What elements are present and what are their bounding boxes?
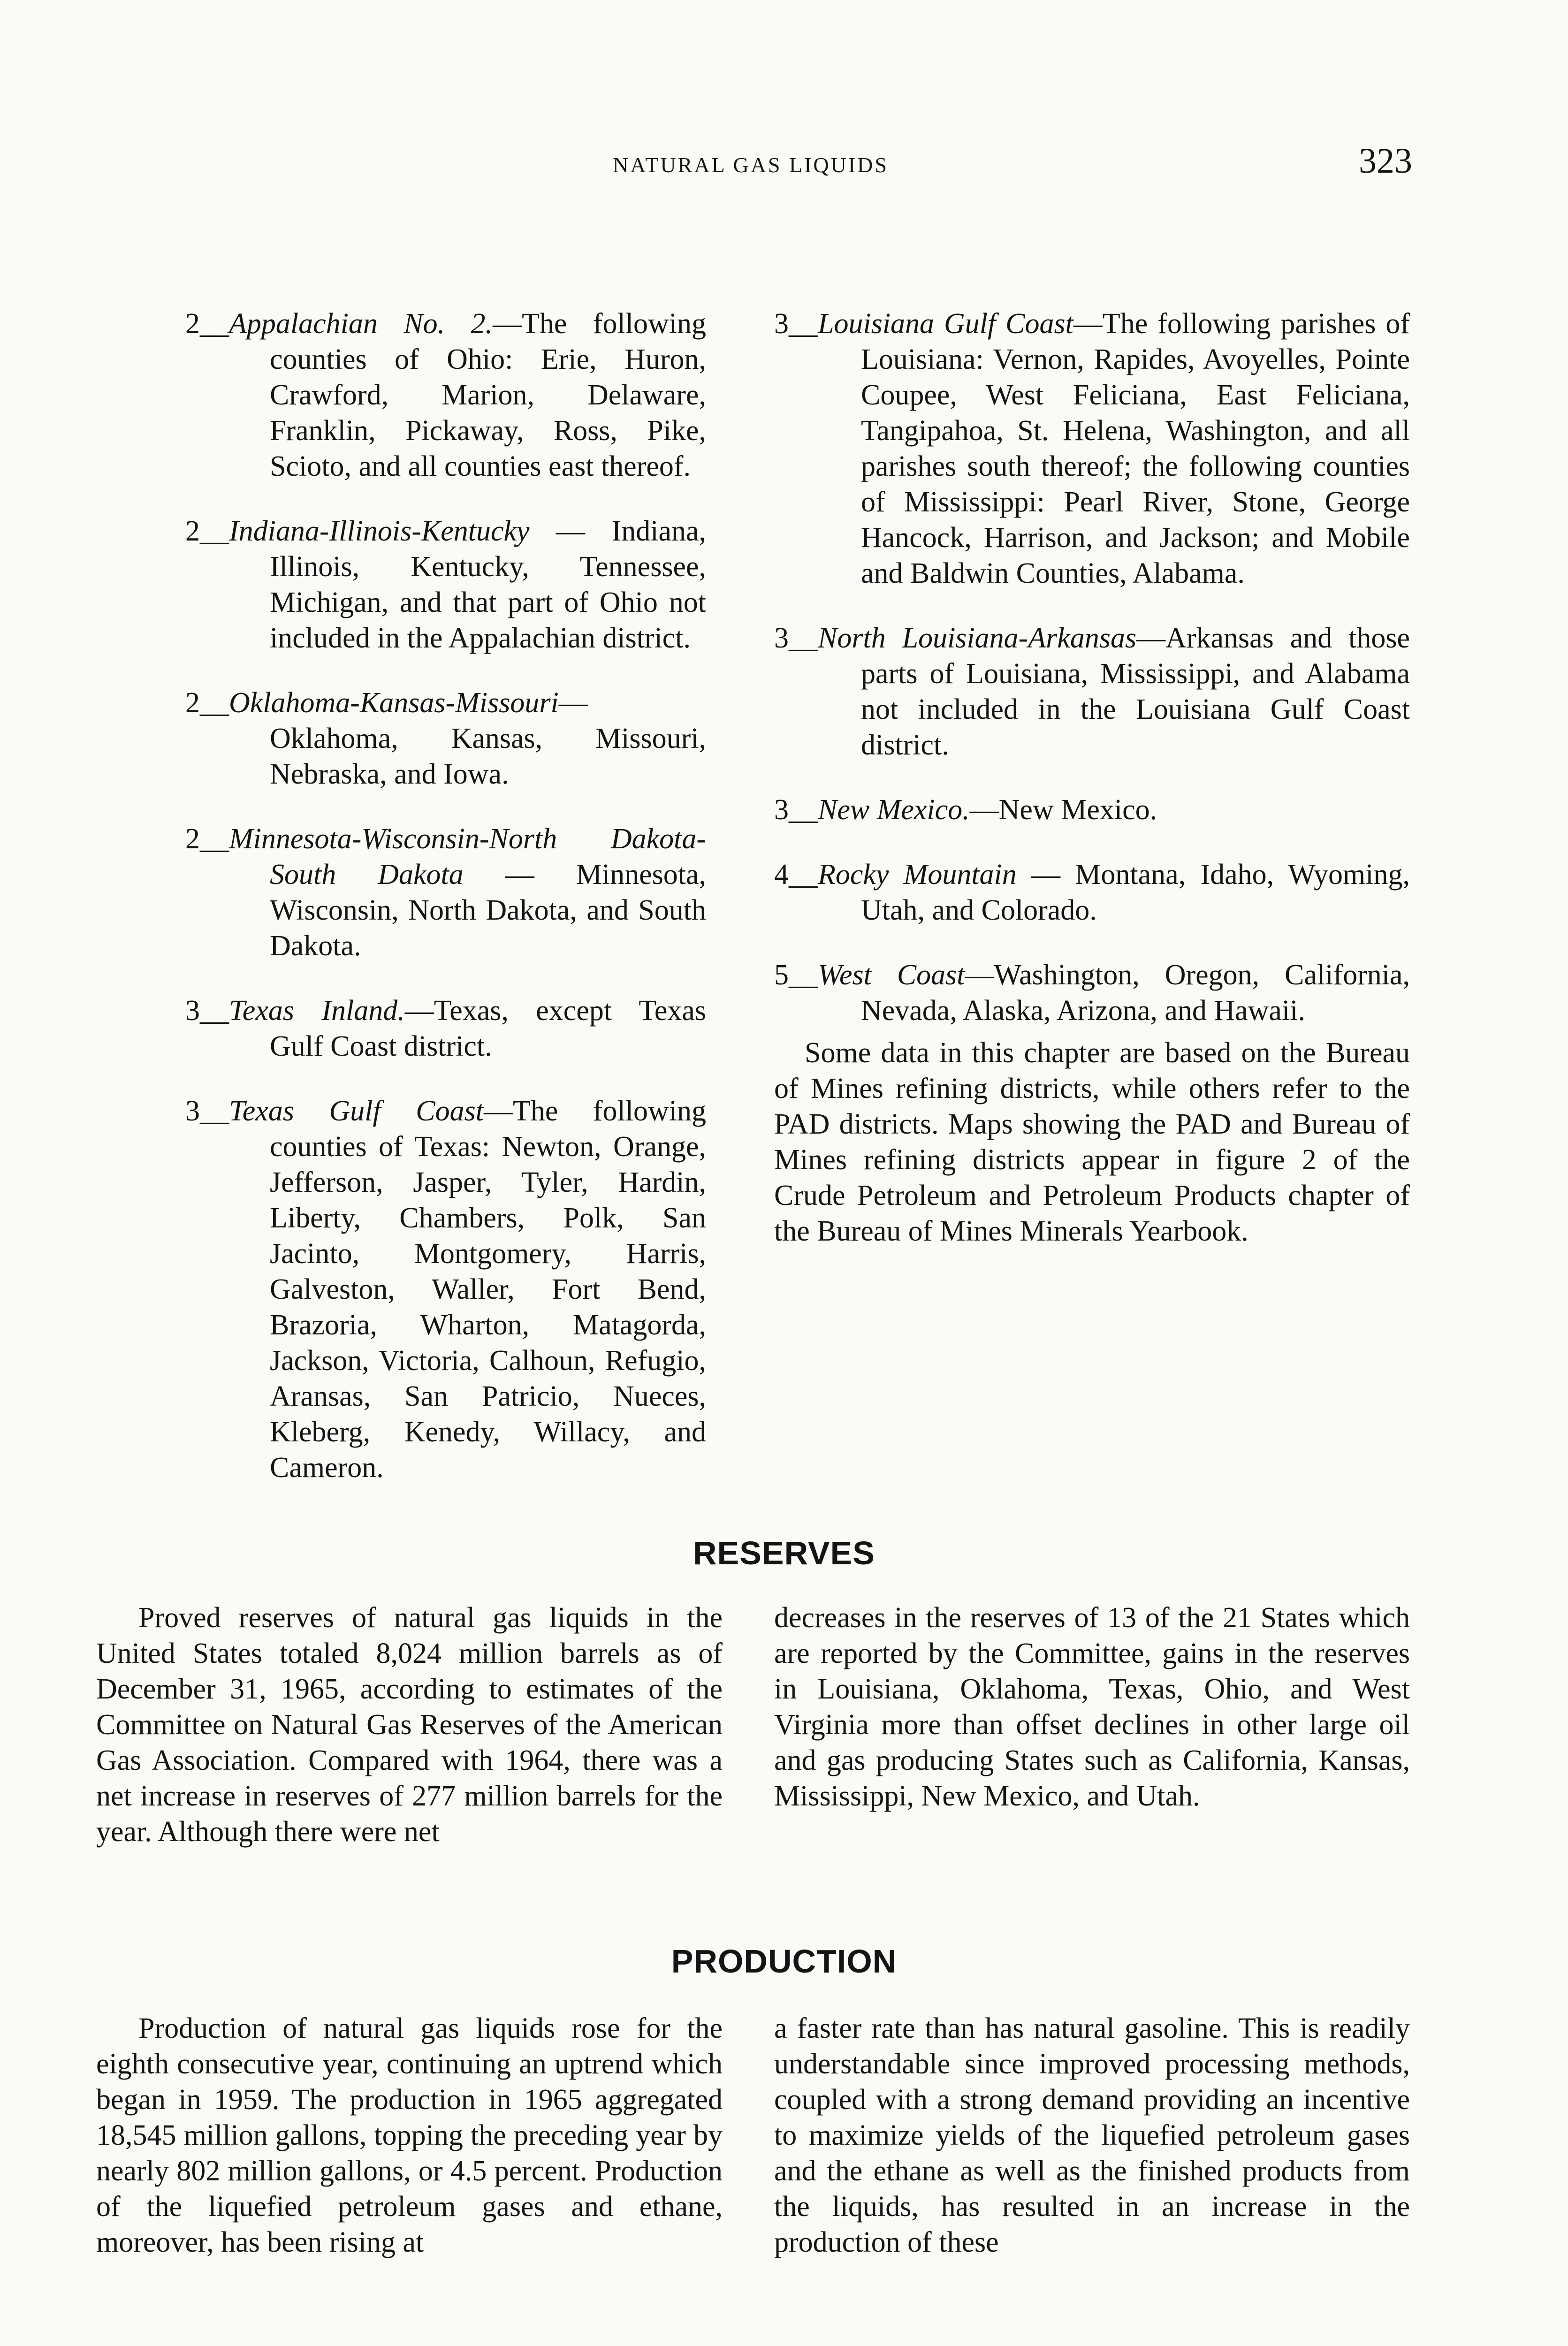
district-name: Texas Gulf Coast (229, 1095, 484, 1127)
district-description: —The following counties of Texas: Newton, Orange, Jefferson, Jasper, Tyler, Hardin, Liberty, Chambers, Polk, San Jacinto, Montgomery, Harris, Galveston, Waller, Fort Bend, Brazoria, Wharton, Matagorda, Jackson, Victoria, Calhoun, Refugio, Aransas, San Patricio, Nueces, Kleberg, Kenedy, Willacy, and Cameron. (270, 1095, 706, 1484)
district-number: 3__ (774, 308, 818, 340)
district-name: New Mexico. (818, 794, 970, 826)
district-number: 2__ (185, 308, 229, 340)
district-number: 4__ (774, 859, 818, 891)
district-description: — Indiana, Illinois, Kentucky, Tennessee, Michigan, and that part of Ohio not included in the Appalachian district. (270, 515, 706, 654)
district-description: — Minnesota, Wisconsin, North Dakota, and South Dakota. (270, 859, 706, 962)
district-description: —Texas, except Texas Gulf Coast district. (270, 995, 707, 1062)
district-entry (774, 306, 1410, 591)
district-description: —New Mexico. (969, 794, 1157, 826)
district-entry (774, 957, 1410, 1028)
production-heading: PRODUCTION (671, 1943, 897, 1980)
district-number: 3__ (774, 794, 818, 826)
district-description: —Washington, Oregon, California, Nevada, Alaska, Arizona, and Hawaii. (861, 959, 1410, 1027)
district-number: 3__ (185, 1095, 229, 1127)
district-list-left (185, 277, 706, 1492)
district-number: 5__ (774, 959, 818, 991)
reserves-paragraph-right: decreases in the reserves of 13 of the 21 States which are reported by the Committee, gains in the reserves in Louisiana, Oklahoma, Texas, Ohio, and West Virginia more than offset declines in other large oil and gas producing States such as California, Kansas, Mississippi, New Mexico, and Utah. (774, 1602, 1410, 1812)
running-title: NATURAL GAS LIQUIDS (613, 153, 889, 177)
district-entry (774, 857, 1410, 928)
district-entry (185, 306, 706, 484)
district-number: 3__ (185, 995, 229, 1027)
district-name: Appalachian No. 2. (229, 308, 493, 340)
district-entry (185, 513, 706, 656)
district-name: North Louisiana-Arkansas (818, 622, 1137, 654)
reserves-heading: RESERVES (693, 1535, 875, 1571)
district-list-right (774, 277, 1410, 1278)
district-description: —Arkansas and those parts of Louisiana, Mississippi, and Alabama not included in the Louisiana Gulf Coast district. (861, 622, 1410, 761)
district-description: —The following parishes of Louisiana: Vernon, Rapides, Avoyelles, Pointe Coupee, West Feliciana, East Feliciana, Tangipahoa, St. Helena, Washington, and all parishes south thereof; the following counties of Mississippi: Pearl River, Stone, George Hancock, Harrison, and Jackson; and Mobile and Baldwin Counties, Alabama. (861, 308, 1410, 589)
district-entry (774, 792, 1410, 828)
district-name: West Coast (818, 959, 965, 991)
production-paragraph-left: Production of natural gas liquids rose for the eighth consecutive year, continuing an uptrend which began in 1959. The production in 1965 aggregated 18,545 million gallons, topping the preceding year by nearly 802 million gallons, or 4.5 percent. Production of the liquefied petroleum gases and ethane, moreover, has been rising at (96, 2012, 723, 2258)
production-paragraph-right: a faster rate than has natural gasoline. This is readily understandable since improved processing methods, coupled with a strong demand providing an incentive to maximize yields of the liquefied petroleum gases and the ethane as well as the finished products from the liquids, has resulted in an increase in the production of these (774, 2012, 1410, 2258)
district-number: 3__ (774, 622, 818, 654)
page-number: 323 (1359, 141, 1412, 181)
district-entry (185, 1093, 706, 1485)
district-number: 2__ (185, 823, 229, 855)
district-entry (185, 685, 706, 792)
district-number: 2__ (185, 515, 229, 547)
district-entry (774, 620, 1410, 763)
district-description: — Oklahoma, Kansas, Missouri, Nebraska, and Iowa. (270, 687, 706, 790)
district-entry (185, 993, 706, 1064)
district-name: Texas Inland. (229, 995, 405, 1027)
district-name: Minnesota-Wisconsin-North Dakota-South Dakota (229, 823, 706, 891)
district-name: Louisiana Gulf Coast (818, 308, 1073, 340)
district-name: Indiana-Illinois-Kentucky (229, 515, 530, 547)
district-description: — Montana, Idaho, Wyoming, Utah, and Colorado. (861, 859, 1410, 926)
district-name: Oklahoma-Kansas-Missouri (229, 687, 559, 719)
districts-note: Some data in this chapter are based on the Bureau of Mines refining districts, while others refer to the PAD districts. Maps showing the PAD and Bureau of Mines refining districts appear in figure 2 of the Crude Petroleum and Petroleum Products chapter of the Bureau of Mines Minerals Yearbook. (774, 1037, 1410, 1247)
district-number: 2__ (185, 687, 229, 719)
district-description: —The following counties of Ohio: Erie, Huron, Crawford, Marion, Delaware, Franklin, Pickaway, Ross, Pike, Scioto, and all counties east thereof. (270, 308, 706, 482)
district-name: Rocky Mountain (818, 859, 1017, 891)
district-entry (185, 821, 706, 964)
reserves-paragraph-left: Proved reserves of natural gas liquids in the United States totaled 8,024 million barrels as of December 31, 1965, according to estimates of the Committee on Natural Gas Reserves of the American Gas Association. Compared with 1964, there was a net increase in reserves of 277 million barrels for the year. Although there were net (96, 1602, 723, 1848)
